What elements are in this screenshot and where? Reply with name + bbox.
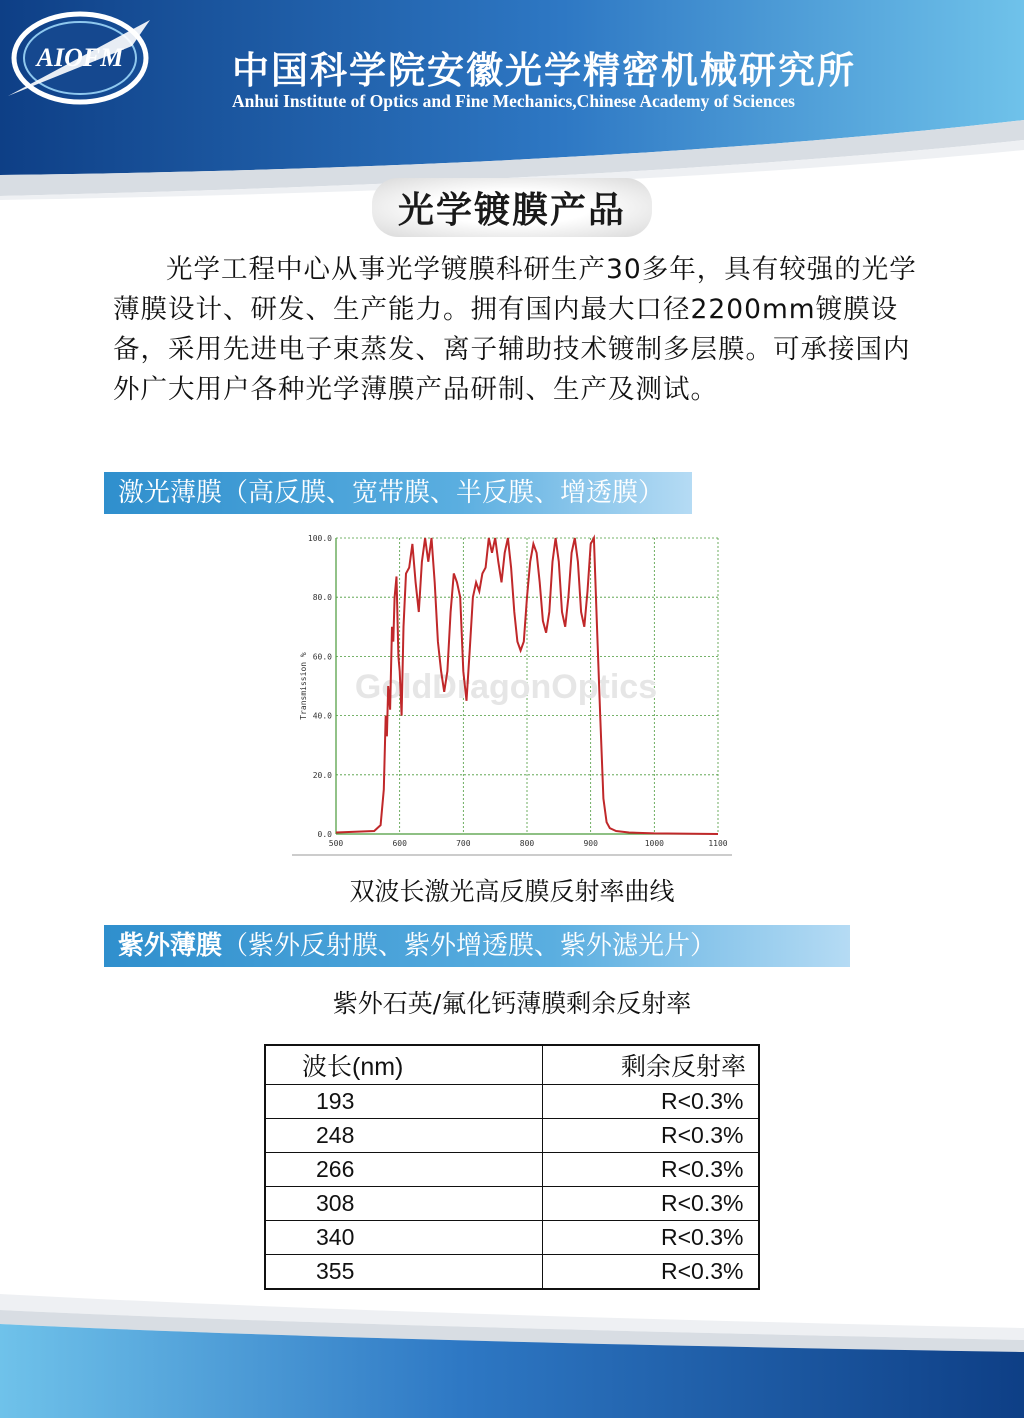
wavelength-cell: 193 bbox=[265, 1085, 543, 1119]
table-row bbox=[265, 1187, 759, 1221]
org-name-en: Anhui Institute of Optics and Fine Mechanics,Chinese Academy of Sciences bbox=[232, 91, 795, 111]
reflectance-cell: R<0.3% bbox=[543, 1221, 760, 1255]
wavelength-cell: 308 bbox=[265, 1187, 543, 1221]
wavelength-cell: 355 bbox=[265, 1255, 543, 1290]
section-uv-title-bold: 紫外薄膜 bbox=[118, 931, 223, 961]
chart-x-tick-label: 500 bbox=[328, 839, 344, 848]
column-header-reflectance: 剩余反射率 bbox=[543, 1045, 760, 1085]
svg-text:AIOFM: AIOFM bbox=[36, 43, 124, 72]
chart-y-tick-label: 80.0 bbox=[312, 593, 332, 603]
chart-watermark: GoldDragonOptics bbox=[354, 668, 658, 706]
reflectance-chart bbox=[292, 522, 732, 860]
chart-y-tick-label: 0.0 bbox=[317, 830, 332, 839]
table-header-row bbox=[265, 1045, 759, 1085]
table-row bbox=[265, 1085, 759, 1119]
reflectance-cell: R<0.3% bbox=[543, 1153, 760, 1187]
chart-x-tick-label: 800 bbox=[519, 839, 535, 848]
intro-paragraph: 光学工程中心从事光学镀膜科研生产30多年，具有较强的光学薄膜设计、研发、生产能力。拥有国内最大口径2200mm镀膜设备，采用先进电子束蒸发、离子辅助技术镀制多层膜。可承接国内外广大用户各种光学薄膜产品研制、生产及测试。 bbox=[113, 254, 917, 405]
chart-x-tick-label: 900 bbox=[583, 839, 598, 848]
reflectance-cell: R<0.3% bbox=[543, 1187, 760, 1221]
column-header-wavelength: 波长(nm) bbox=[265, 1045, 543, 1085]
chart-x-tick-label: 1000 bbox=[644, 839, 664, 848]
chart-y-axis-label: Transmission % bbox=[299, 652, 308, 720]
table-row bbox=[265, 1221, 759, 1255]
uv-reflectance-table bbox=[264, 1044, 760, 1290]
table-caption: 紫外石英/氟化钙薄膜剩余反射率 bbox=[332, 989, 692, 1018]
wavelength-cell: 248 bbox=[265, 1119, 543, 1153]
logo-icon bbox=[0, 0, 160, 110]
chart-y-tick-label: 100.0 bbox=[307, 534, 332, 543]
wavelength-cell: 266 bbox=[265, 1153, 543, 1187]
chart-x-tick-label: 700 bbox=[456, 839, 471, 848]
reflectance-cell: R<0.3% bbox=[543, 1119, 760, 1153]
chart-y-tick-label: 20.0 bbox=[312, 770, 332, 780]
wavelength-cell: 340 bbox=[265, 1221, 543, 1255]
footer-decoration bbox=[0, 1280, 1024, 1418]
section-laser-films-header: 激光薄膜（高反膜、宽带膜、半反膜、增透膜） bbox=[104, 472, 692, 514]
org-name-cn: 中国科学院安徽光学精密机械研究所 bbox=[232, 48, 856, 92]
table-row bbox=[265, 1119, 759, 1153]
chart-x-tick-label: 1100 bbox=[708, 839, 728, 848]
page-title: 光学镀膜产品 bbox=[372, 178, 652, 237]
chart-x-tick-label: 600 bbox=[392, 839, 407, 848]
chart-caption: 双波长激光高反膜反射率曲线 bbox=[349, 877, 675, 906]
table-row bbox=[265, 1153, 759, 1187]
section-uv-films-header bbox=[104, 925, 850, 967]
header-banner bbox=[0, 0, 1024, 200]
section-uv-title-rest: （紫外反射膜、紫外增透膜、紫外滤光片） bbox=[222, 931, 717, 961]
reflectance-cell: R<0.3% bbox=[543, 1085, 760, 1119]
chart-y-tick-label: 60.0 bbox=[312, 652, 332, 662]
page-title-wrap bbox=[0, 178, 1024, 237]
reflectance-cell: R<0.3% bbox=[543, 1255, 760, 1290]
chart-y-tick-label: 40.0 bbox=[312, 711, 332, 721]
